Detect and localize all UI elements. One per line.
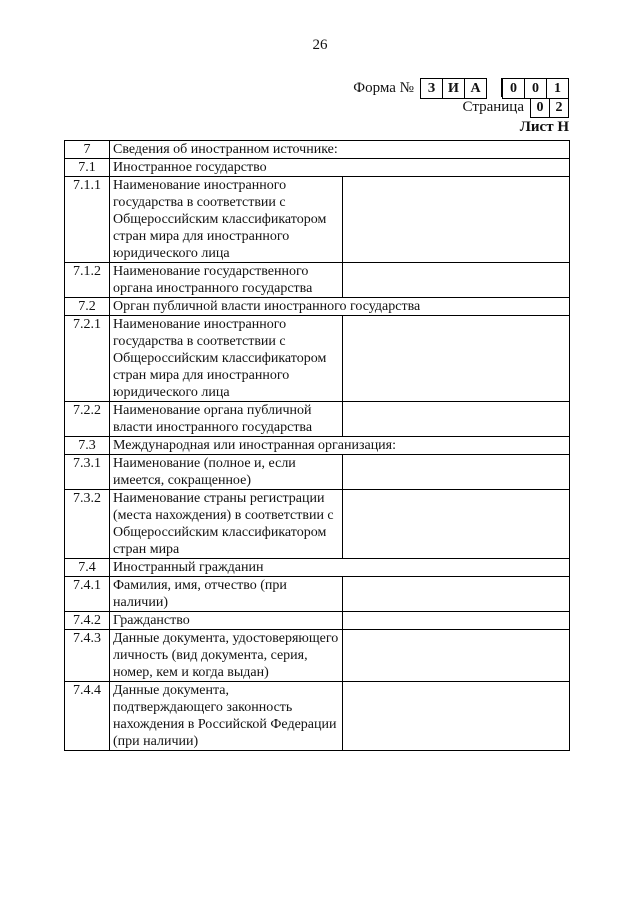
row-number: 7.3.2 <box>65 490 110 559</box>
value-field[interactable] <box>343 630 570 682</box>
row-label: Наименование (полное и, если имеется, сокращенное) <box>110 455 343 490</box>
row-label: Международная или иностранная организация: <box>110 437 570 455</box>
value-field[interactable] <box>343 490 570 559</box>
form-code-cell: 1 <box>547 78 569 99</box>
row-label: Сведения об иностранном источнике: <box>110 141 570 159</box>
form-number-line <box>353 78 569 98</box>
form-label: Форма № <box>353 79 414 96</box>
row-label: Наименование иностранного государства в соответствии с Общероссийским классификатором стран мира для иностранного юридического лица <box>110 316 343 402</box>
row-number: 7.4.1 <box>65 577 110 612</box>
form-code-cell: 0 <box>502 78 525 99</box>
row-number: 7.1.2 <box>65 263 110 298</box>
table-row <box>65 612 570 630</box>
table-row <box>65 316 570 402</box>
value-field[interactable] <box>343 455 570 490</box>
row-number: 7.3 <box>65 437 110 455</box>
row-number: 7.1 <box>65 159 110 177</box>
table-row <box>65 141 570 159</box>
table-row <box>65 402 570 437</box>
page-number: 26 <box>312 37 328 53</box>
value-field[interactable] <box>343 402 570 437</box>
row-label: Наименование государственного органа иностранного государства <box>110 263 343 298</box>
row-number: 7.2 <box>65 298 110 316</box>
table-row <box>65 263 570 298</box>
row-number: 7.2.2 <box>65 402 110 437</box>
form-code-cell: А <box>465 78 487 99</box>
value-field[interactable] <box>343 177 570 263</box>
value-field[interactable] <box>343 682 570 751</box>
row-number: 7.2.1 <box>65 316 110 402</box>
table-row <box>65 490 570 559</box>
table-row <box>65 577 570 612</box>
row-label: Иностранный гражданин <box>110 559 570 577</box>
table-row <box>65 437 570 455</box>
page-code-cells <box>530 98 569 118</box>
foreign-source-table <box>64 140 570 751</box>
table-row <box>65 177 570 263</box>
value-field[interactable] <box>343 263 570 298</box>
form-code-cell: З <box>420 78 443 99</box>
row-label: Данные документа, подтверждающего законность нахождения в Российской Федерации (при наличии) <box>110 682 343 751</box>
row-label: Гражданство <box>110 612 343 630</box>
page-label: Страница <box>462 99 524 115</box>
table-row <box>65 682 570 751</box>
row-number: 7.4.2 <box>65 612 110 630</box>
row-label: Наименование иностранного государства в соответствии с Общероссийским классификатором стран мира для иностранного юридического лица <box>110 177 343 263</box>
row-number: 7.1.1 <box>65 177 110 263</box>
page-code-line <box>353 98 569 117</box>
row-label: Данные документа, удостоверяющего личность (вид документа, серия, номер, кем и когда выдан) <box>110 630 343 682</box>
row-number: 7.4.4 <box>65 682 110 751</box>
row-number: 7.4.3 <box>65 630 110 682</box>
table-row <box>65 298 570 316</box>
row-number: 7 <box>65 141 110 159</box>
row-label: Фамилия, имя, отчество (при наличии) <box>110 577 343 612</box>
sheet-label: Лист Н <box>519 119 569 135</box>
page-code-cell: 2 <box>550 98 569 118</box>
form-code-cells <box>420 78 569 99</box>
form-code-cell <box>487 78 502 97</box>
table-row <box>65 159 570 177</box>
table-row <box>65 630 570 682</box>
form-code-cell: И <box>443 78 465 99</box>
value-field[interactable] <box>343 316 570 402</box>
row-label: Наименование страны регистрации (места нахождения) в соответствии с Общероссийским классификатором стран мира <box>110 490 343 559</box>
table-row <box>65 455 570 490</box>
table-row <box>65 559 570 577</box>
row-label: Иностранное государство <box>110 159 570 177</box>
row-label: Орган публичной власти иностранного государства <box>110 298 570 316</box>
row-number: 7.4 <box>65 559 110 577</box>
page-code-cell: 0 <box>530 98 550 118</box>
value-field[interactable] <box>343 612 570 630</box>
row-number: 7.3.1 <box>65 455 110 490</box>
value-field[interactable] <box>343 577 570 612</box>
form-code-cell: 0 <box>525 78 547 99</box>
form-header <box>353 78 569 136</box>
row-label: Наименование органа публичной власти иностранного государства <box>110 402 343 437</box>
